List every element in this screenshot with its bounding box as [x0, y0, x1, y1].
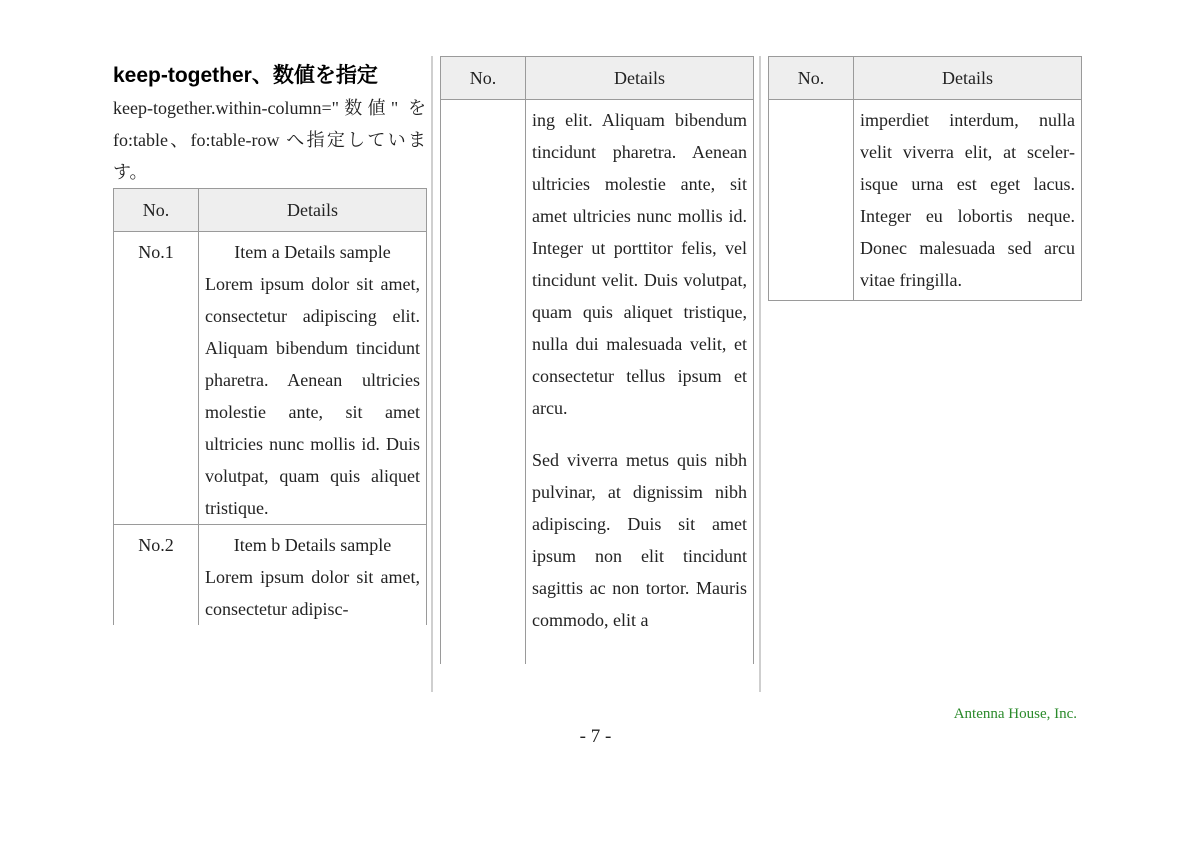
row-details — [199, 525, 427, 626]
row-text: Sed viverra metus quis nibh pulvinar, at dignissim nibh adipiscing. Duis sit amet ipsum non elit tincidunt sagittis ac non tortor. Mauris commodo, elit a — [532, 450, 747, 630]
row-number — [769, 100, 854, 301]
table-row — [114, 525, 427, 626]
row-number — [441, 100, 526, 665]
row-title: Item b Details sample — [233, 535, 392, 555]
table-row — [769, 100, 1082, 301]
column-3 — [768, 56, 1081, 301]
column-divider — [431, 56, 433, 692]
row-title: Item a Details sample — [234, 242, 391, 262]
table-row — [114, 232, 427, 525]
section-description: keep-together.within-column="数値" を fo:table、fo:table-row へ指定しています。 — [113, 98, 426, 182]
details-table-end — [768, 56, 1082, 301]
column-divider — [759, 56, 761, 692]
row-text: ing elit. Aliquam bibendum tincidunt pharetra. Aenean ultricies molestie ante, sit amet ultricies nunc mollis id. Integer ut porttitor felis, vel tincidunt velit. Duis volutpat, quam quis aliquet tristique, nulla dui malesuada velit, et consectetur tellus ipsum et arcu. — [532, 110, 747, 418]
header-details: Details — [854, 57, 1082, 100]
header-no: No. — [114, 189, 199, 232]
row-text: Lorem ipsum dolor sit amet, consectetur adipiscing elit. Aliquam bibendum tincidunt pharetra. Aenean ultricies molestie ante, sit amet ultricies nunc mollis id. Duis volutpat, quam quis aliquet tristique. — [205, 274, 420, 518]
row-number: No.2 — [114, 525, 199, 626]
details-table — [113, 188, 427, 625]
row-text: Lorem ipsum dolor sit amet, consectetur adipisc- — [205, 567, 420, 619]
column-1 — [113, 60, 426, 625]
row-details — [199, 232, 427, 525]
row-number: No.1 — [114, 232, 199, 525]
table-row — [441, 100, 754, 665]
header-details: Details — [526, 57, 754, 100]
row-details — [854, 100, 1082, 301]
row-text: imperdiet interdum, nulla velit viverra elit, at scelerisque urna est eget lacus. Integer eu lobortis neque. Donec malesuada sed arcu vitae fringilla. — [860, 110, 1075, 290]
details-table-continued — [440, 56, 754, 664]
footer-brand: Antenna House, Inc. — [953, 706, 1077, 722]
column-2 — [440, 56, 753, 664]
row-details — [526, 100, 754, 665]
header-no: No. — [769, 57, 854, 100]
page-number: - 7 - — [579, 726, 612, 747]
header-details: Details — [199, 189, 427, 232]
header-no: No. — [441, 57, 526, 100]
section-heading: keep-together、数値を指定 — [113, 64, 378, 87]
